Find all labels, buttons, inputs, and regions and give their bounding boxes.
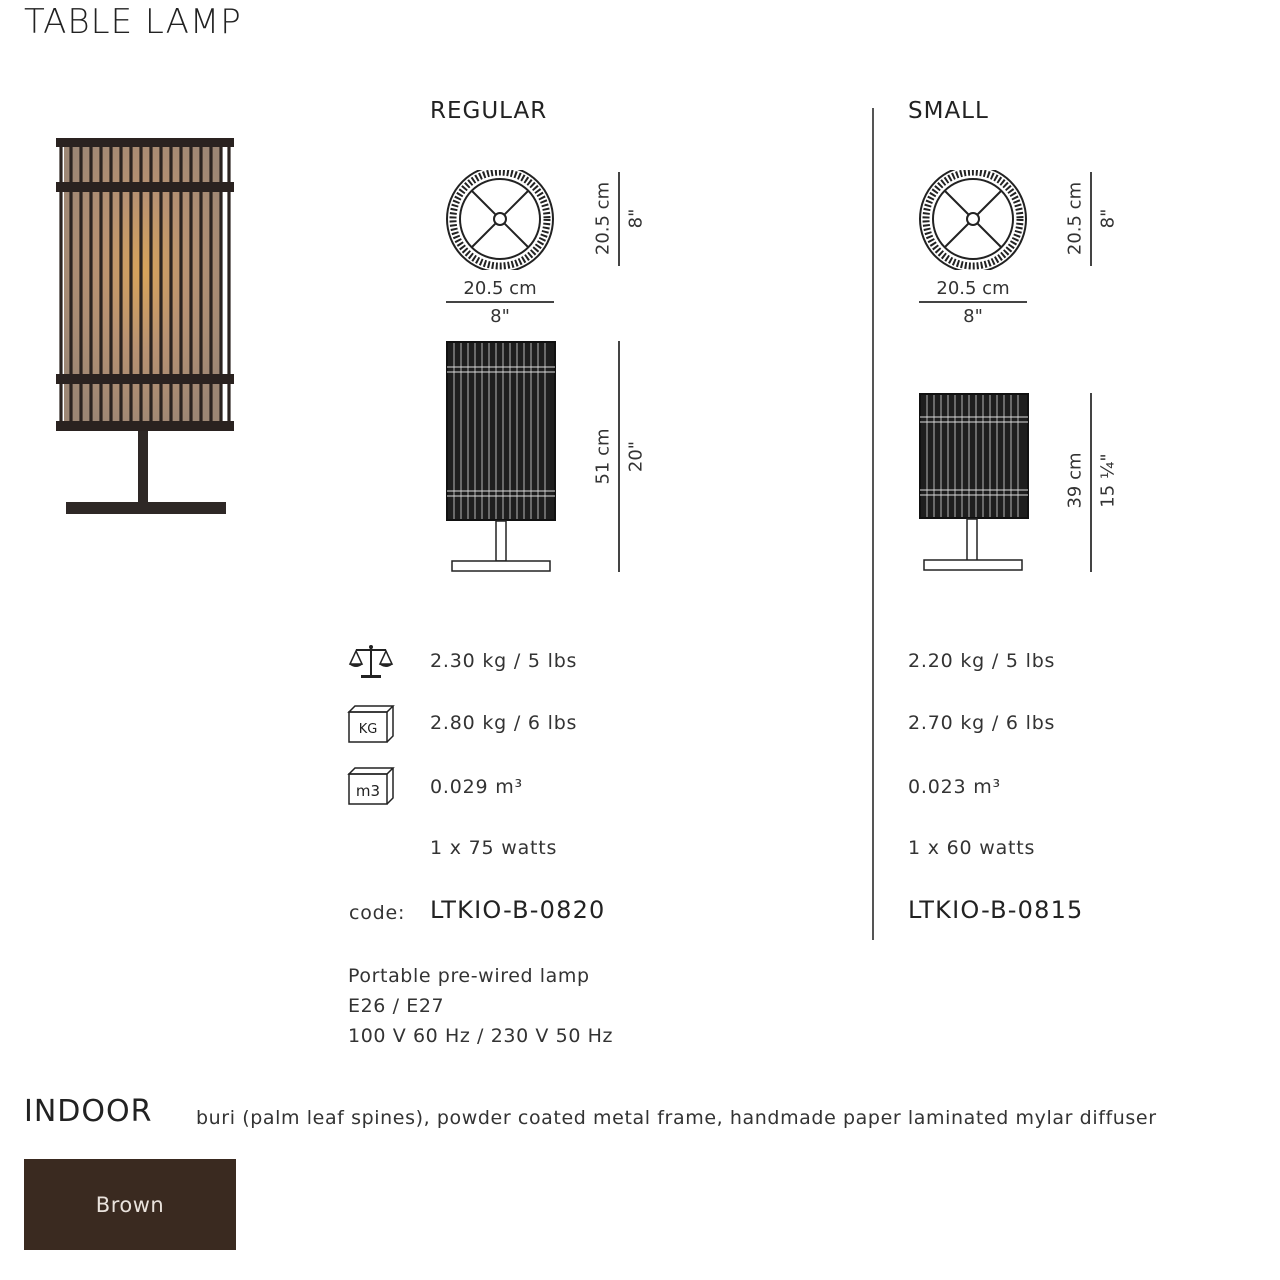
note-line: E26 / E27 [348, 995, 445, 1017]
regular-shade-width-in: 8" [490, 306, 510, 327]
kg-box-icon-label: KG [358, 722, 378, 737]
regular-height-dimension-line [618, 341, 620, 572]
notes-block [348, 961, 613, 1051]
code-label: code: [349, 902, 406, 924]
finish-swatch-label: Brown [95, 1192, 165, 1217]
page-title: TABLE LAMP [24, 2, 242, 42]
regular-net-weight: 2.30 kg / 5 lbs [430, 650, 578, 672]
regular-height-in: 20" [625, 440, 647, 473]
m3-box-icon-label: m3 [355, 782, 381, 800]
small-shade-depth-in: 8" [1097, 208, 1119, 229]
note-line: 100 V 60 Hz / 230 V 50 Hz [348, 1025, 614, 1047]
lamp-photo [52, 136, 237, 521]
finish-swatch-brown[interactable] [24, 1159, 236, 1250]
scale-icon [346, 642, 396, 682]
small-volume: 0.023 m³ [908, 776, 1001, 798]
regular-wattage: 1 x 75 watts [430, 837, 558, 859]
environment-label: INDOOR [24, 1094, 153, 1129]
small-wattage: 1 x 60 watts [908, 837, 1036, 859]
variant-title-regular: REGULAR [430, 98, 548, 124]
small-height-dimension-line [1090, 393, 1092, 572]
small-shade-width-cm: 20.5 cm [936, 278, 1010, 299]
small-height-cm: 39 cm [1064, 452, 1086, 509]
small-shade-depth-cm: 20.5 cm [1064, 181, 1086, 256]
regular-side-view-drawing [446, 341, 556, 573]
small-height-in: 15 ¼" [1097, 453, 1119, 508]
column-divider [872, 108, 874, 940]
materials-description: buri (palm leaf spines), powder coated metal frame, handmade paper laminated mylar diffuser [196, 1107, 1157, 1129]
small-shade-width-in: 8" [963, 306, 983, 327]
small-side-view-drawing [919, 393, 1029, 573]
regular-width-dimension-line [446, 301, 554, 303]
small-product-code: LTKIO-B-0815 [908, 896, 1084, 924]
m3-box-icon [346, 766, 396, 806]
variant-title-small: SMALL [908, 98, 989, 124]
small-depth-dimension-line [1090, 172, 1092, 266]
note-line: Portable pre-wired lamp [348, 965, 590, 987]
regular-gross-weight: 2.80 kg / 6 lbs [430, 712, 578, 734]
regular-volume: 0.029 m³ [430, 776, 523, 798]
regular-product-code: LTKIO-B-0820 [430, 896, 606, 924]
small-gross-weight: 2.70 kg / 6 lbs [908, 712, 1056, 734]
regular-shade-depth-in: 8" [625, 208, 647, 229]
regular-shade-width-cm: 20.5 cm [463, 278, 537, 299]
small-top-view-drawing [917, 170, 1029, 270]
regular-height-cm: 51 cm [592, 428, 614, 485]
regular-depth-dimension-line [618, 172, 620, 266]
kg-box-icon [346, 704, 396, 744]
small-width-dimension-line [919, 301, 1027, 303]
regular-shade-depth-cm: 20.5 cm [592, 181, 614, 256]
small-net-weight: 2.20 kg / 5 lbs [908, 650, 1056, 672]
regular-top-view-drawing [444, 170, 556, 270]
